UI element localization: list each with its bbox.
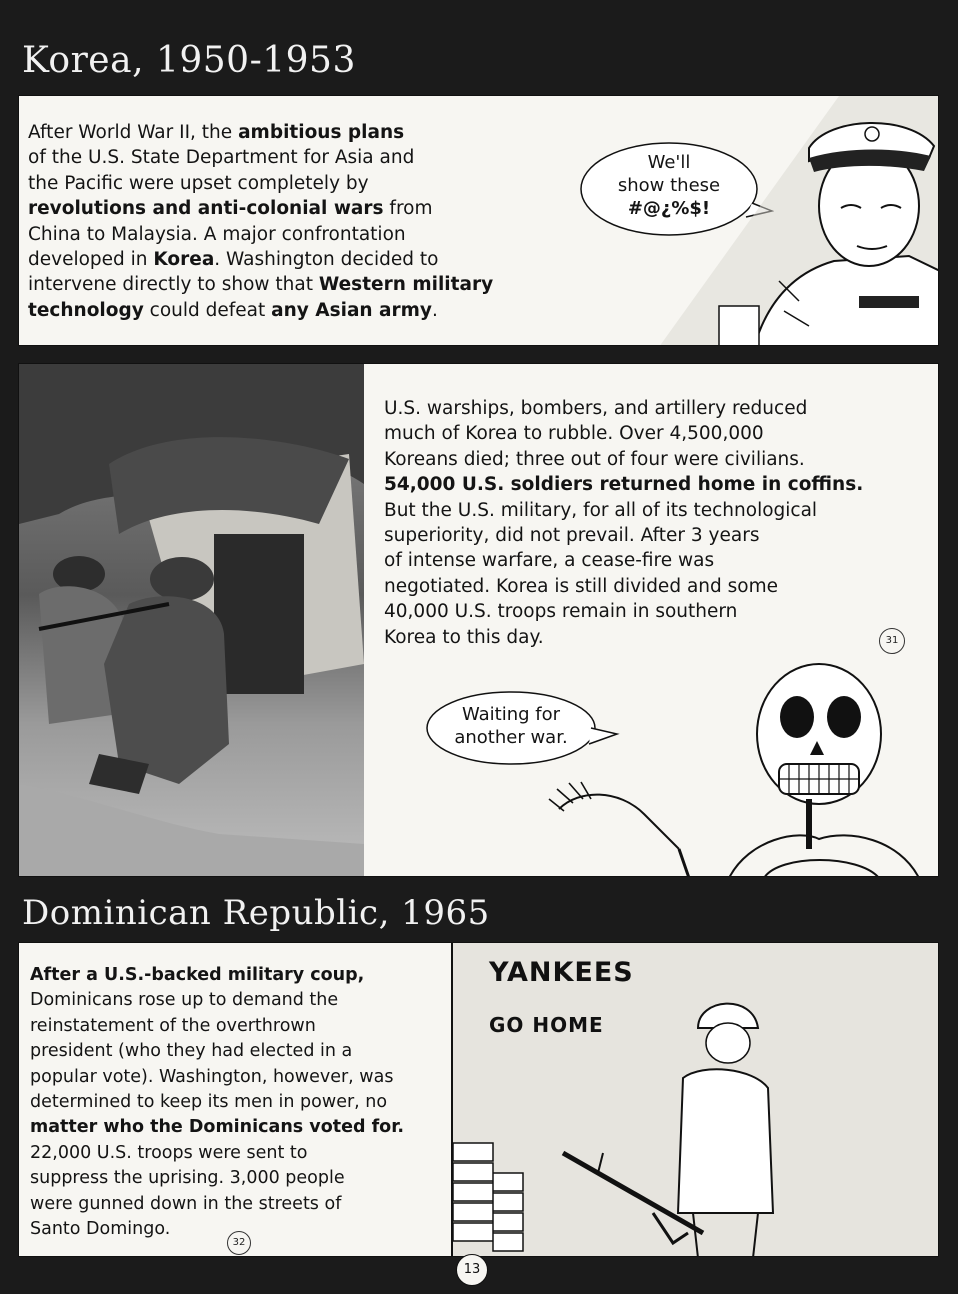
text-line: superiority, did not prevail. After 3 years [384,525,760,547]
soldiers-photo [19,364,364,877]
text-line: the Pacific were upset completely by [28,172,369,194]
text-line: 22,000 U.S. troops were sent to [30,1142,308,1163]
text-line: president (who they had elected in a [30,1041,353,1062]
soldier-illustration [453,943,939,1257]
text-line: intervene directly to show that Western military [28,274,494,296]
text-line: negotiated. Korea is still divided and some [384,575,778,597]
text-line: reinstatement of the overthrown [30,1015,316,1036]
text-line: much of Korea to rubble. Over 4,500,000 [384,423,764,445]
panel-korea-war [18,363,939,877]
panel-korea-intro [18,95,939,346]
text-line: of intense warfare, a cease-fire was [384,550,715,572]
text-line: matter who the Dominicans voted for. [30,1117,404,1138]
text-line: determined to keep its men in power, no [30,1092,388,1113]
heading-korea: Korea, 1950-1953 [22,40,356,81]
text-line: But the U.S. military, for all of its technological [384,499,818,521]
text-line: revolutions and anti-colonial wars from [28,198,433,220]
skeleton-illustration [539,649,939,877]
text-line: suppress the uprising. 3,000 people [30,1168,345,1189]
korea-war-text [384,396,929,650]
footnote-number: 31 [879,628,905,654]
text-line: U.S. warships, bombers, and artillery reduced [384,398,808,419]
dominican-text [30,963,450,1242]
heading-dominican: Dominican Republic, 1965 [22,893,490,933]
text-line: After World War II, the ambitious plans [28,122,405,143]
panel-dominican [18,942,939,1257]
text-line: 40,000 U.S. troops remain in southern [384,601,738,623]
graffiti-go-home: GO HOME [489,1013,604,1037]
footnote-number: 32 [227,1231,251,1255]
text-line: developed in Korea. Washington decided to [28,249,439,271]
text-line: Korea to this day. [384,626,544,648]
text-line: technology could defeat any Asian army. [28,299,438,321]
text-line: Santo Domingo. [30,1219,171,1240]
bubble-text-general: We'll show these #@¿%$! [617,152,721,219]
text-line: of the U.S. State Department for Asia and [28,147,415,169]
text-line: After a U.S.-backed military coup, [30,965,365,985]
page-number: 13 [456,1254,488,1286]
bubble-text-skeleton: Waiting for another war. [454,704,568,748]
text-line: China to Malaysia. A major confrontation [28,223,406,245]
text-line: Koreans died; three out of four were civilians. [384,448,805,470]
text-line: 54,000 U.S. soldiers returned home in coffins. [384,474,864,496]
korea-intro-text [28,120,568,323]
text-line: Dominicans rose up to demand the [30,990,339,1011]
text-line: were gunned down in the streets of [30,1193,342,1214]
general-illustration [659,96,939,346]
graffiti-yankees: YANKEES [489,957,634,988]
text-line: popular vote). Washington, however, was [30,1066,394,1087]
